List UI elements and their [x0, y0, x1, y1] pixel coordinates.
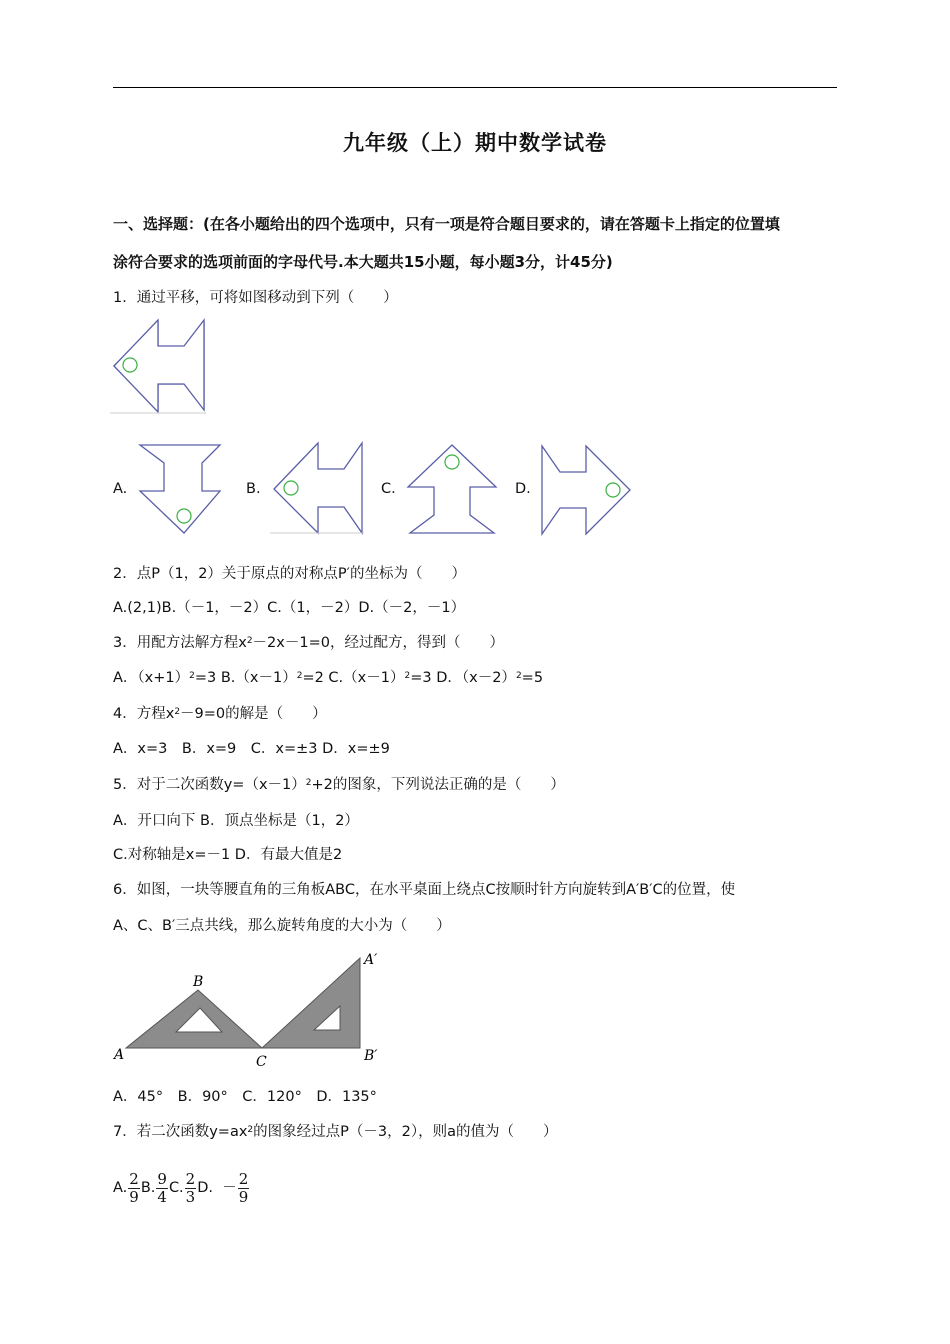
question-2-options: A.(2,1)B.（－1，－2）C.（1，－2）D.（－2，－1）	[113, 600, 466, 616]
question-6-text-line-2: A、C、B′三点共线，那么旋转角度的大小为（ ）	[113, 918, 451, 934]
question-6-text-line-1: 6．如图，一块等腰直角的三角板ABC，在水平桌面上绕点C按顺时针方向旋转到A′B′C的位置，使	[113, 882, 736, 898]
label-a-prime: A′	[364, 952, 378, 968]
q1-option-a-figure[interactable]	[138, 443, 230, 535]
q1-option-c-label: C.	[381, 481, 396, 497]
question-2-text: 2．点P（1，2）关于原点的对称点P′的坐标为（ ）	[113, 566, 466, 582]
section-instructions-line-1: 一、选择题：(在各小题给出的四个选项中，只有一项是符合题目要求的，请在答题卡上指定的位置填	[113, 215, 780, 233]
question-7-text: 7．若二次函数$y=ax^2$的图象经过点P（－3，2），则a的值为（ ）	[113, 1124, 558, 1140]
label-b-prime: B′	[364, 1048, 378, 1064]
question-5-text: 5．对于二次函数$y=(x-1)^2+2$的图象，下列说法正确的是（ ）	[113, 777, 565, 793]
question-1-text: 1．通过平移，可将如图移动到下列（ ）	[113, 290, 398, 306]
q1-option-a-label: A.	[113, 481, 128, 497]
question-4-options: A．x=3 B．x=9 C．x=±3 D．x=±9	[113, 741, 390, 757]
q1-original-figure	[110, 318, 210, 416]
q1-option-b-label: B.	[246, 481, 261, 497]
q7-fraction-d[interactable]: $\frac{2}{9}$	[238, 1169, 249, 1206]
q7-fraction-c[interactable]: $\frac{2}{3}$	[185, 1169, 196, 1206]
q7-option-a-label: A.	[113, 1180, 128, 1196]
q1-option-d-label: D.	[515, 481, 531, 497]
label-a: A	[114, 1047, 125, 1063]
q1-option-d-figure[interactable]	[540, 444, 634, 536]
question-5-options-line-1: A．开口向下 B．顶点坐标是（1，2）	[113, 813, 359, 829]
question-5-options-line-2: C.对称轴是x=－1 D．有最大值是2	[113, 847, 343, 863]
q7-option-b-label: B.	[140, 1180, 156, 1196]
q1-option-c-figure[interactable]	[404, 443, 500, 535]
q7-option-c-label: C.	[168, 1180, 184, 1196]
label-c: C	[256, 1054, 267, 1070]
q7-option-d-label: D.	[197, 1180, 213, 1196]
question-3-options: A．$(x+1)^2=3$ $B.(x-1)^2=2$ $C.(x-1)^2=3$ D．$(x-2)^2=5$	[113, 670, 544, 686]
question-6-options: A．45° B．90° C．120° D．135°	[113, 1089, 377, 1105]
question-3-text: 3．用配方法解方程$x^2-2x-1=0$，经过配方，得到（ ）	[113, 635, 504, 651]
q1-option-b-figure[interactable]	[270, 441, 364, 535]
q6-triangles-figure	[110, 948, 390, 1074]
section-instructions-line-2: 涂符合要求的选项前面的字母代号.本大题共15小题，每小题3分，计45分)	[113, 253, 613, 271]
header-rule	[113, 87, 837, 88]
label-b: B	[193, 974, 204, 990]
question-4-text: 4．方程$x^2-9=0$的解是（ ）	[113, 706, 327, 722]
page-title: 九年级（上）期中数学试卷	[343, 131, 607, 155]
q7-fraction-b[interactable]: $\frac{9}{4}$	[157, 1169, 167, 1206]
q7-fraction-a[interactable]: $\frac{2}{9}$	[129, 1169, 139, 1206]
question-7-options	[113, 1168, 250, 1208]
q7-fraction-d-sign: －	[222, 1180, 237, 1196]
